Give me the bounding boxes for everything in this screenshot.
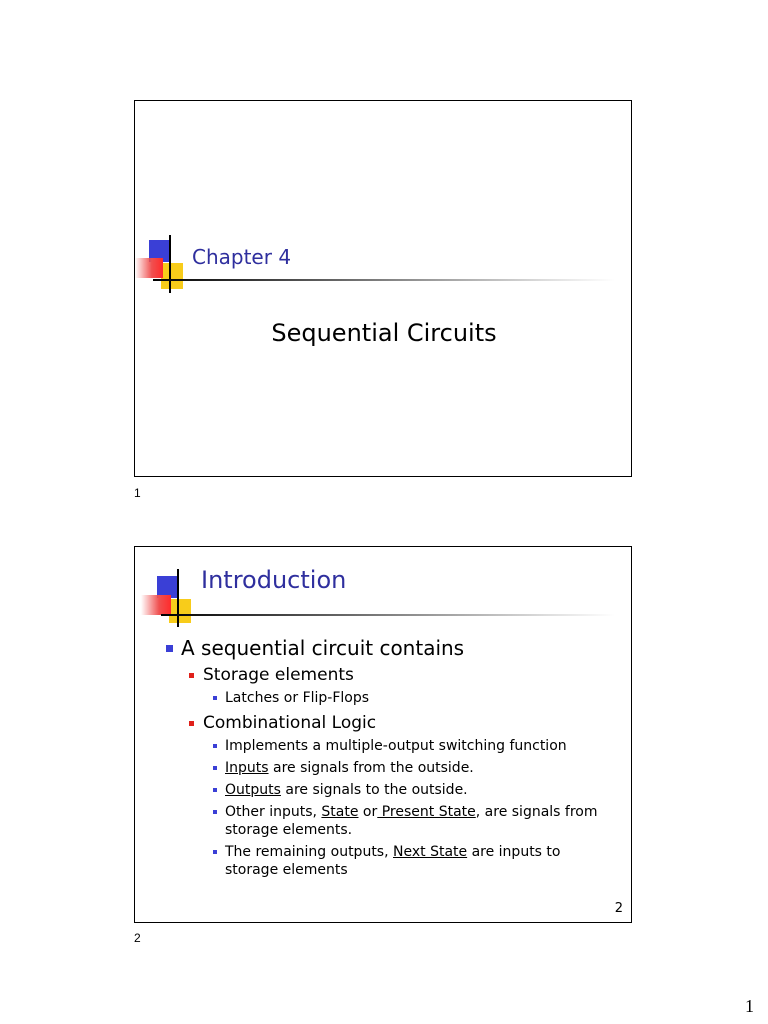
bullet-text: Other inputs, <box>225 804 322 820</box>
page-number: 1 <box>745 996 754 1016</box>
bullet-text: are inputs to storage elements <box>225 844 561 878</box>
list-item <box>181 711 613 879</box>
list-item <box>203 781 613 799</box>
slide-2 <box>134 546 632 923</box>
bullet-text: Combinational Logic <box>203 713 377 733</box>
slide-number: 2 <box>614 901 623 916</box>
chapter-title: Chapter 4 <box>192 245 292 269</box>
slide-title: Sequential Circuits <box>271 319 497 347</box>
bullet-list <box>163 635 613 883</box>
bullet-text: The remaining outputs, <box>225 844 393 860</box>
slide-1-number: 1 <box>134 486 141 500</box>
bullet-text: Implements a multiple-output switching function <box>225 738 567 754</box>
underlined-term: Present State <box>377 804 476 820</box>
list-item <box>203 759 613 777</box>
bullet-text: are signals from the outside. <box>268 760 474 776</box>
slide-2-number: 2 <box>134 931 141 945</box>
bullet-text: A sequential circuit contains <box>181 636 465 660</box>
underlined-term: Inputs <box>225 760 269 776</box>
bullet-text: , are signals from storage elements. <box>225 804 598 838</box>
bullet-text: Storage elements <box>203 665 354 685</box>
bullet-text: or <box>358 804 378 820</box>
bullet-text: Latches or Flip-Flops <box>225 690 370 706</box>
underlined-term: Next State <box>393 844 468 860</box>
underlined-term: Outputs <box>225 782 281 798</box>
slide-title: Introduction <box>201 566 347 594</box>
list-item <box>163 635 613 879</box>
list-item <box>203 689 613 707</box>
bullet-text: are signals to the outside. <box>280 782 468 798</box>
list-item <box>203 843 613 879</box>
underlined-term: State <box>321 804 359 820</box>
slide-1 <box>134 100 632 477</box>
list-item <box>181 663 613 707</box>
list-item <box>203 803 613 839</box>
list-item <box>203 737 613 755</box>
